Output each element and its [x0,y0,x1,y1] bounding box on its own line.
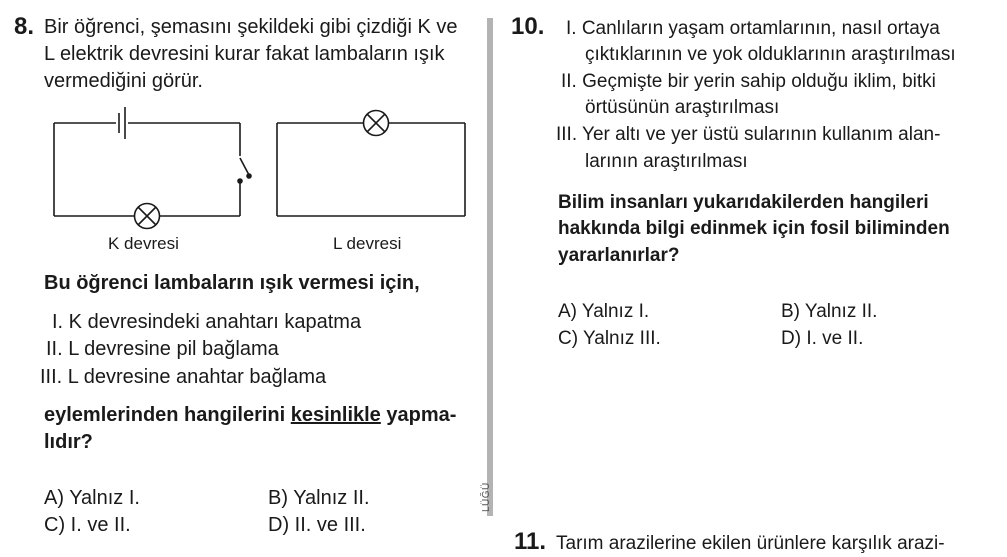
question-10-item-1-line-2: çıktıklarının ve yok olduklarının araştırılması [585,44,956,65]
open-switch-icon [240,158,249,175]
question-8-item-2: II. L devresine pil bağlama [46,338,279,360]
lamp-icon [135,204,160,229]
question-11-number: 11. [514,528,547,555]
question-10-prompt-line-1: Bilim insanları yukarıdakilerden hangileri [558,192,929,213]
l-circuit-label: L devresi [333,234,402,253]
question-11-stem: Tarım arazilerine ekilen ürünlere karşılık arazi- [556,533,945,554]
question-10-option-b[interactable]: B) Yalnız II. [781,301,878,322]
question-8-item-1: I. K devresindeki anahtarı kapatma [52,311,362,333]
question-10-item-1-line-1: I. Canlıların yaşam ortamlarının, nasıl ortaya [566,18,940,39]
question-10-option-d[interactable]: D) I. ve II. [781,328,864,349]
question-8-prompt-emphasis: kesinlikle [290,404,381,426]
question-8-option-b[interactable]: B) Yalnız II. [268,487,370,509]
question-8-option-d[interactable]: D) II. ve III. [268,514,366,536]
question-10-item-2-line-1: II. Geçmişte bir yerin sahip olduğu iklim, bitki [561,71,936,92]
question-10-item-3-line-1: III. Yer altı ve yer üstü sularının kullanım alan- [556,124,941,145]
column-divider [487,18,493,516]
lamp-icon [364,111,389,136]
question-8-option-a[interactable]: A) Yalnız I. [44,487,140,509]
l-circuit [277,111,465,217]
question-10-item-2-line-2: örtüsünün araştırılması [585,97,780,118]
question-10-option-c[interactable]: C) Yalnız III. [558,328,661,349]
question-8-lead: Bu öğrenci lambaların ışık vermesi için, [44,272,420,294]
question-8-stem-line-2: L elektrik devresini kurar fakat lambaların ışık [44,43,445,65]
question-8-prompt-line-1 [44,402,456,429]
question-10-number: 10. [511,13,545,40]
question-8-option-c[interactable]: C) I. ve II. [44,514,131,536]
question-10-option-a[interactable]: A) Yalnız I. [558,301,650,322]
question-8-stem-line-3: vermediğini görür. [44,70,203,92]
question-8-prompt-post: yapma- [380,404,457,426]
question-10-prompt-line-3: yararlanırlar? [558,245,680,266]
question-8-number: 8. [14,13,35,40]
k-circuit-label: K devresi [108,234,179,253]
question-8-prompt-pre: eylemlerinden hangilerini [44,404,291,426]
question-8-item-3: III. L devresine anahtar bağlama [40,366,327,388]
side-text: LÜĞÜ [481,482,492,512]
question-8-prompt-line-2: lıdır? [44,431,93,453]
question-10-prompt-line-2: hakkında bilgi edinmek için fosil biliminden [558,218,950,239]
k-circuit [54,107,251,229]
question-8-stem-line-1: Bir öğrenci, şemasını şekildeki gibi çizdiği K ve [44,16,458,38]
question-10-item-3-line-2: larının araştırılması [585,151,748,172]
